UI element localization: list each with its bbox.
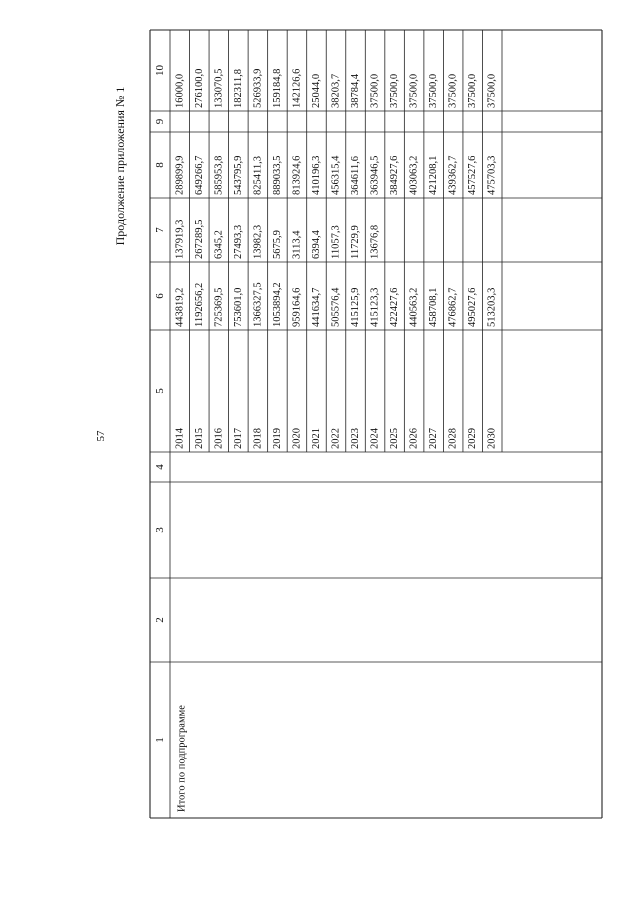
table-cell: 456315,4: [330, 155, 342, 195]
table-grid: [150, 30, 602, 818]
page-number: 57: [95, 430, 107, 442]
header-cell: 3: [154, 527, 166, 533]
table-cell: 3113,4: [291, 230, 303, 259]
table-cell: 495027,6: [467, 287, 479, 327]
table-cell: 959164,6: [291, 287, 303, 327]
table-cell: 2026: [408, 428, 420, 449]
header-cell: 7: [154, 227, 166, 233]
table-cell: 1053894,2: [271, 282, 283, 327]
table-cell: 2030: [486, 428, 498, 449]
table-cell: 182311,8: [232, 69, 244, 108]
table-cell: 37500,0: [369, 73, 381, 108]
table-cell: 27493,3: [232, 224, 244, 259]
table-cell: 813924,6: [291, 155, 303, 195]
table-cell: 137919,3: [174, 219, 186, 259]
table-cell: 6394,4: [310, 230, 322, 259]
table-cell: 384927,6: [389, 155, 401, 195]
table-cell: 2028: [447, 428, 459, 449]
table-cell: 421208,1: [428, 155, 440, 195]
table-cell: 37500,0: [389, 73, 401, 108]
table-cell: 6345,2: [213, 230, 225, 259]
table-cell: 25044,0: [310, 73, 322, 108]
row-label-text: Итого по подпрограмме: [176, 705, 188, 812]
table-cell: 2016: [213, 428, 225, 449]
table-cell: 2020: [291, 428, 303, 449]
table-cell: 133070,5: [213, 68, 225, 108]
table-cell: 38784,4: [350, 73, 362, 108]
table-cell: 37500,0: [447, 73, 459, 108]
table-cell: 267289,5: [193, 219, 205, 259]
table-cell: 649266,7: [193, 155, 205, 195]
table-cell: 543795,9: [232, 155, 244, 195]
table-cell: 11729,9: [350, 225, 362, 259]
table-cell: 38203,7: [330, 73, 342, 108]
table-cell: 37500,0: [486, 73, 498, 108]
header-cell: 4: [154, 464, 166, 470]
table-cell: 440563,2: [408, 287, 420, 327]
header-cell: 10: [154, 65, 166, 76]
table-cell: 11057,3: [330, 225, 342, 259]
table-cell: 439362,7: [447, 155, 459, 195]
table-cell: 142126,6: [291, 68, 303, 108]
table-cell: 13982,3: [252, 224, 264, 259]
table-cell: 513203,3: [486, 287, 498, 327]
table-cell: 457527,6: [467, 155, 479, 195]
table-cell: 37500,0: [467, 73, 479, 108]
table-cell: 505576,4: [330, 287, 342, 327]
table-cell: 2029: [467, 428, 479, 449]
table-cell: 2025: [389, 428, 401, 449]
table-body: [174, 69, 497, 449]
header-cell: 2: [154, 617, 166, 623]
table-cell: 2022: [330, 428, 342, 449]
table-cell: 2018: [252, 428, 264, 449]
table-cell: 364611,6: [350, 156, 362, 195]
table-cell: 825411,3: [252, 156, 264, 195]
table-cell: 585953,8: [213, 155, 225, 195]
table-cell: 889033,5: [271, 155, 283, 195]
row-label: [177, 705, 188, 812]
table-cell: 725369,5: [213, 287, 225, 327]
table-cell: 2015: [193, 428, 205, 449]
table-cell: 2021: [310, 428, 322, 449]
header-cell: 8: [154, 162, 166, 168]
header-cell: 1: [154, 737, 166, 743]
table-cell: 526933,9: [252, 68, 264, 108]
table-cell: 37500,0: [428, 73, 440, 108]
header-cell: 9: [154, 118, 166, 125]
table-cell: 415123,3: [369, 287, 381, 327]
table-cell: 2014: [174, 428, 186, 449]
table-cell: 2027: [428, 428, 440, 449]
header-cell: 6: [154, 293, 166, 299]
table-cell: 2019: [271, 428, 283, 449]
table-cell: 363946,5: [369, 155, 381, 195]
table-header: [154, 65, 166, 743]
table-cell: 422427,6: [389, 287, 401, 327]
table-cell: 1366327,5: [252, 282, 264, 327]
table-cell: 13676,8: [369, 224, 381, 259]
table-cell: 289899,9: [174, 155, 186, 195]
table-cell: 276100,0: [193, 68, 205, 108]
table-cell: 403063,2: [408, 155, 420, 195]
table-cell: 159184,8: [271, 68, 283, 108]
table-cell: 2023: [350, 428, 362, 449]
table-cell: 2017: [232, 428, 244, 449]
appendix-title: Продолжение приложения № 1: [113, 86, 127, 246]
table-cell: 476862,7: [447, 287, 459, 327]
table-cell: 410196,3: [310, 155, 322, 195]
table-cell: 415125,9: [350, 287, 362, 327]
table-cell: 458708,1: [428, 287, 440, 327]
table-cell: 753601,0: [232, 287, 244, 327]
table-cell: 16000,0: [174, 73, 186, 108]
table-cell: 1192656,2: [193, 282, 205, 327]
table-cell: 441634,7: [310, 287, 322, 327]
table-cell: 37500,0: [408, 73, 420, 108]
table-cell: 475703,3: [486, 155, 498, 195]
table-cell: 5675,9: [271, 230, 283, 259]
table-cell: 443819,2: [174, 287, 186, 327]
table-cell: 2024: [369, 428, 381, 449]
header-cell: 5: [154, 388, 166, 394]
